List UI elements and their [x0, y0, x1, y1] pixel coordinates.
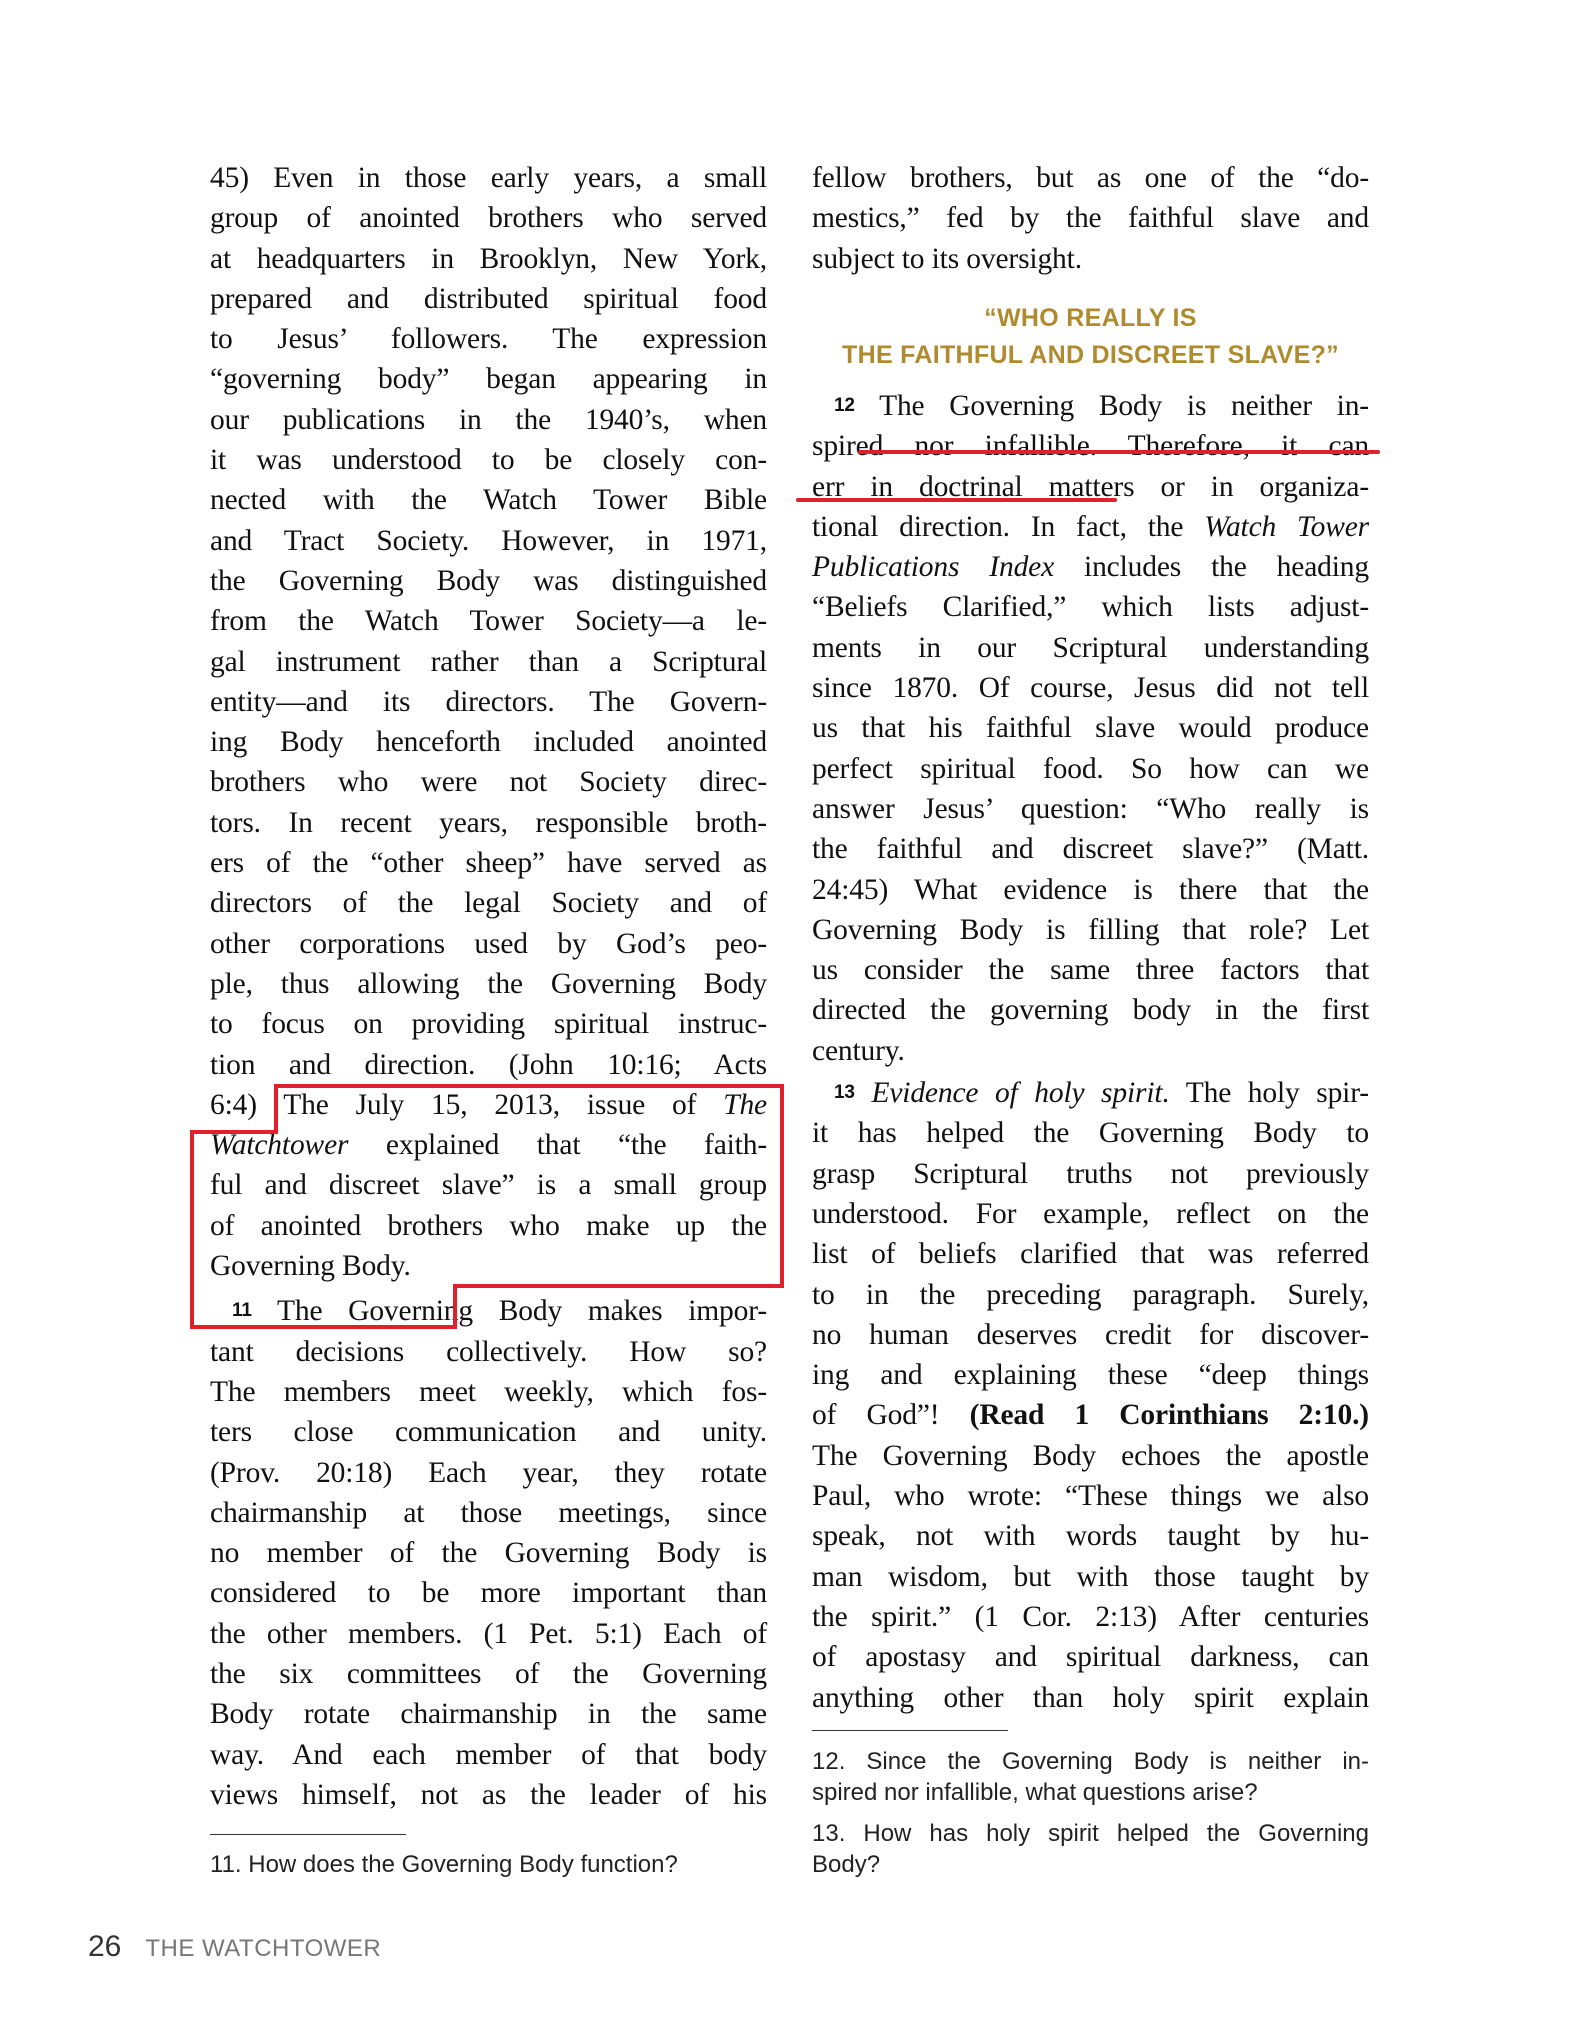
- footnote-divider: [210, 1834, 406, 1835]
- text-line: understood. For example, reflect on the: [812, 1197, 1369, 1230]
- text-line: it was understood to be closely con-: [210, 444, 767, 477]
- subheading: [812, 300, 1369, 374]
- text-line: grasp Scriptural truths not previously: [812, 1157, 1369, 1190]
- footnote-line: 13. How has holy spirit helped the Governing: [812, 1820, 1369, 1847]
- text-line: [210, 1085, 767, 1125]
- paragraph-number: 11: [232, 1300, 252, 1322]
- paragraph-13: [812, 1073, 1369, 1718]
- text-line: [812, 507, 1369, 547]
- right-column: [812, 158, 1369, 279]
- footnote-question: [812, 1818, 1369, 1880]
- text-line: answer Jesus’ question: “Who really is: [812, 792, 1369, 825]
- subheading-line: “WHO REALLY IS: [984, 304, 1197, 332]
- text-line: “Beliefs Clarified,” which lists adjust-: [812, 591, 1369, 624]
- text-line: views himself, not as the leader of his: [210, 1778, 767, 1811]
- text-run: [855, 1077, 872, 1109]
- text-line: [210, 1125, 767, 1165]
- text-line: anything other than holy spirit explain: [812, 1681, 1369, 1714]
- text-line: mestics,” fed by the faithful slave and: [812, 202, 1369, 235]
- text-line: no member of the Governing Body is: [210, 1537, 767, 1570]
- text-line: directors of the legal Society and of: [210, 887, 767, 920]
- text-line: gal instrument rather than a Scriptural: [210, 645, 767, 678]
- text-line: it has helped the Governing Body to: [812, 1117, 1369, 1150]
- right-footnotes: [812, 1746, 1369, 1890]
- text-line: [812, 547, 1369, 587]
- italic-text: Watchtower: [210, 1129, 349, 1162]
- text-line: directed the governing body in the first: [812, 994, 1369, 1027]
- paragraph-10-continued: [210, 158, 767, 1286]
- text-run: The Governing Body is neither in-: [854, 390, 1369, 422]
- text-line: and Tract Society. However, in 1971,: [210, 524, 767, 557]
- text-line: ful and discreet slave” is a small group: [210, 1169, 767, 1202]
- text-line: way. And each member of that body: [210, 1738, 767, 1771]
- text-line: at headquarters in Brooklyn, New York,: [210, 242, 767, 275]
- footnote-question: [812, 1746, 1369, 1808]
- footnote-question: [210, 1849, 767, 1880]
- text-line: 45) Even in those early years, a small: [210, 162, 767, 194]
- magazine-title: THE WATCHTOWER: [145, 1935, 382, 1962]
- text-line: ments in our Scriptural understanding: [812, 631, 1369, 664]
- footnote-line: 11. How does the Governing Body function?: [210, 1851, 678, 1878]
- text-line: no human deserves credit for discover-: [812, 1318, 1369, 1351]
- text-line: ing and explaining these “deep things: [812, 1359, 1369, 1392]
- footnote-line: spired nor infallible, what questions arise?: [812, 1779, 1258, 1806]
- text-line: prepared and distributed spiritual food: [210, 282, 767, 315]
- text-line: brothers who were not Society direc-: [210, 766, 767, 799]
- text-line: tors. In recent years, responsible broth-: [210, 806, 767, 839]
- left-column: [210, 158, 767, 1815]
- text-line: of apostasy and spiritual darkness, can: [812, 1641, 1369, 1674]
- italic-text: The: [723, 1088, 767, 1121]
- text-line: ing Body henceforth included anointed: [210, 726, 767, 759]
- text-line: group of anointed brothers who served: [210, 202, 767, 235]
- text-line: the Governing Body was distinguished: [210, 564, 767, 597]
- text-line: Body rotate chairmanship in the same: [210, 1698, 767, 1731]
- text-line: other corporations used by God’s peo-: [210, 927, 767, 960]
- text-line: to Jesus’ followers. The expression: [210, 323, 767, 356]
- text-line: the faithful and discreet slave?” (Matt.: [812, 833, 1369, 866]
- text-line: subject to its oversight.: [812, 242, 1082, 275]
- italic-text: Watch Tower: [1204, 510, 1369, 543]
- text-line: The Governing Body echoes the apostle: [812, 1439, 1369, 1472]
- text-line: (Prov. 20:18) Each year, they rotate: [210, 1456, 767, 1489]
- text-line: the six committees of the Governing: [210, 1657, 767, 1690]
- left-footnotes: [210, 1849, 767, 1890]
- text-line: ters close communication and unity.: [210, 1416, 767, 1449]
- paragraph-11-continued: [812, 158, 1369, 279]
- italic-text: Evidence of holy spirit.: [871, 1077, 1170, 1110]
- page-footer: [88, 1930, 381, 1964]
- paragraph-number: 13: [834, 1082, 855, 1104]
- text-run: of God”!: [812, 1399, 970, 1432]
- bold-text: (Read 1 Corinthians 2:10.): [969, 1399, 1369, 1432]
- footnote-line: 12. Since the Governing Body is neither in-: [812, 1748, 1369, 1775]
- page-number: 26: [88, 1930, 122, 1963]
- text-run: explained that “the faith-: [348, 1129, 767, 1162]
- text-run: The holy spir-: [1169, 1077, 1369, 1110]
- text-line: us that his faithful slave would produce: [812, 712, 1369, 745]
- paragraph-number: 12: [834, 395, 855, 416]
- text-run: The Governing Body makes impor-: [251, 1295, 767, 1328]
- text-run: includes the heading: [1054, 551, 1369, 584]
- text-line: [812, 1073, 1369, 1113]
- text-line: to in the preceding paragraph. Surely,: [812, 1278, 1369, 1311]
- right-column-body: [812, 386, 1369, 1718]
- text-line: tant decisions collectively. How so?: [210, 1335, 767, 1368]
- text-line: Governing Body is filling that role? Let: [812, 913, 1369, 946]
- text-line: [210, 1291, 767, 1331]
- text-run: 6:4) The July 15, 2013, issue of: [210, 1088, 724, 1121]
- subheading-line: THE FAITHFUL AND DISCREET SLAVE?”: [842, 341, 1339, 369]
- footnote-divider: [812, 1730, 1008, 1731]
- text-line: ple, thus allowing the Governing Body: [210, 967, 767, 1000]
- text-line: [812, 1395, 1369, 1435]
- text-line: man wisdom, but with those taught by: [812, 1560, 1369, 1593]
- text-line: chairmanship at those meetings, since: [210, 1496, 767, 1529]
- text-line: from the Watch Tower Society—a le-: [210, 605, 767, 638]
- text-line: “governing body” began appearing in: [210, 363, 767, 396]
- footnote-line: Body?: [812, 1851, 881, 1878]
- text-line: [812, 386, 1369, 426]
- text-run: tional direction. In fact, the: [812, 510, 1205, 543]
- text-line: The members meet weekly, which fos-: [210, 1375, 767, 1408]
- text-line: tion and direction. (John 10:16; Acts: [210, 1048, 767, 1081]
- text-line: speak, not with words taught by hu-: [812, 1520, 1369, 1553]
- text-line: Governing Body.: [210, 1250, 411, 1283]
- paragraph-12: [812, 386, 1369, 1071]
- text-line: our publications in the 1940’s, when: [210, 403, 767, 436]
- text-line: 24:45) What evidence is there that the: [812, 873, 1369, 906]
- paragraph-11: [210, 1291, 767, 1815]
- text-line: to focus on providing spiritual instruc-: [210, 1008, 767, 1041]
- text-line: nected with the Watch Tower Bible: [210, 484, 767, 517]
- text-line: perfect spiritual food. So how can we: [812, 752, 1369, 785]
- text-line: err in doctrinal matters or in organiza-: [812, 470, 1369, 503]
- text-line: Paul, who wrote: “These things we also: [812, 1480, 1369, 1513]
- text-line: of anointed brothers who make up the: [210, 1209, 767, 1242]
- text-line: the other members. (1 Pet. 5:1) Each of: [210, 1617, 767, 1650]
- text-line: entity—and its directors. The Govern-: [210, 685, 767, 718]
- text-line: century.: [812, 1034, 905, 1067]
- text-line: the spirit.” (1 Cor. 2:13) After centuries: [812, 1600, 1369, 1633]
- text-line: spired nor infallible. Therefore, it can: [812, 430, 1369, 463]
- text-line: list of beliefs clarified that was referred: [812, 1238, 1369, 1271]
- text-line: considered to be more important than: [210, 1577, 767, 1610]
- text-line: fellow brothers, but as one of the “do-: [812, 162, 1369, 194]
- text-line: since 1870. Of course, Jesus did not tell: [812, 672, 1369, 705]
- italic-text: Publications Index: [812, 551, 1055, 584]
- text-line: ers of the “other sheep” have served as: [210, 847, 767, 880]
- text-line: us consider the same three factors that: [812, 954, 1369, 987]
